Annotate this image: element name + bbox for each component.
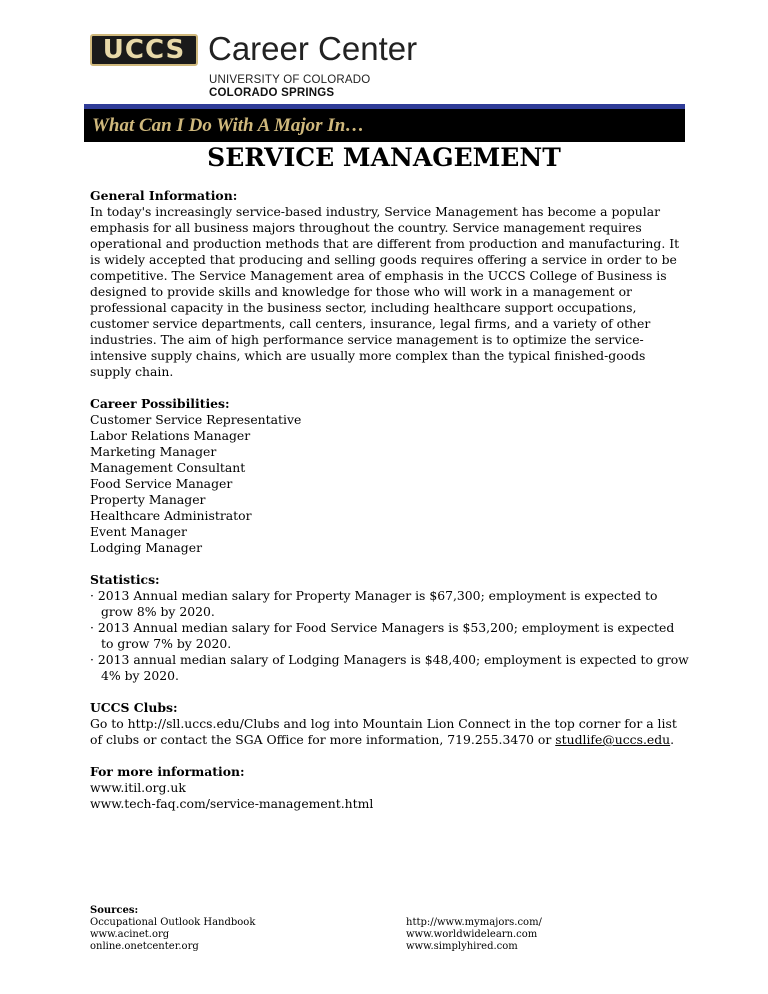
clubs-text [90, 716, 690, 748]
career-item: Healthcare Administrator [90, 508, 252, 523]
brand-title: Career Center [208, 30, 418, 67]
sources-right [406, 917, 542, 953]
section-heading: Career Possibilities: [90, 396, 230, 411]
career-item: Customer Service Representative [90, 412, 302, 427]
more-information-section [90, 764, 690, 812]
career-item: Labor Relations Manager [90, 428, 251, 443]
logo-text: UCCS [102, 35, 186, 65]
section-heading: Statistics: [90, 572, 160, 587]
banner-text: What Can I Do With A Major In… [92, 114, 365, 136]
statistic-item: · 2013 Annual median salary for Property Manager is $67,300; employment is expected to grow 8% by 2020. [90, 588, 658, 619]
source-item: www.simplyhired.com [406, 941, 518, 952]
statistic-item: · 2013 Annual median salary for Food Service Managers is $53,200; employment is expected to grow 7% by 2020. [90, 620, 675, 651]
career-item: Property Manager [90, 492, 206, 507]
uccs-logo-mark [90, 34, 198, 66]
general-information-text: In today's increasingly service-based industry, Service Management has become a popular emphasis for all business majors throughout the country. Service management requires operational and production methods that are different from production and manufacturing. It is widely accepted that producing and selling goods requires offering a service in order to be competitive. The Service Management area of emphasis in the UCCS College of Business is designed to provide skills and knowledge for those who will work in a management or professional capacity in the business sector, including healthcare support occupations, customer service departments, call centers, insurance, legal firms, and a variety of other industries. The aim of high performance service management is to optimize the service-intensive supply chains, which are usually more complex than the typical finished-goods supply chain. [90, 204, 680, 379]
page-title: SERVICE MANAGEMENT [207, 143, 561, 172]
document-body [90, 188, 690, 828]
statistics-section [90, 572, 690, 684]
info-link[interactable]: www.tech-faq.com/service-management.html [90, 796, 374, 811]
career-item: Management Consultant [90, 460, 246, 475]
career-item: Marketing Manager [90, 444, 217, 459]
source-item: www.worldwidelearn.com [406, 929, 538, 940]
email-link[interactable]: studlife@uccs.edu [555, 732, 671, 747]
general-information-section [90, 188, 690, 380]
clubs-text-tail: . [670, 732, 675, 747]
section-heading: UCCS Clubs: [90, 700, 178, 715]
banner [84, 109, 685, 142]
source-item: www.acinet.org [90, 929, 170, 940]
university-line-1: UNIVERSITY OF COLORADO [209, 74, 371, 86]
university-line-2: COLORADO SPRINGS [209, 87, 335, 99]
career-item: Food Service Manager [90, 476, 233, 491]
uccs-clubs-section [90, 700, 690, 748]
section-heading: General Information: [90, 188, 238, 203]
section-heading: For more information: [90, 764, 245, 779]
sources-left [90, 905, 255, 953]
statistic-item: · 2013 annual median salary of Lodging Managers is $48,400; employment is expected to grow 4% by 2020. [90, 652, 689, 683]
source-item: Occupational Outlook Handbook [90, 917, 256, 928]
career-possibilities-section [90, 396, 690, 556]
sources-heading: Sources: [90, 905, 139, 916]
career-item: Lodging Manager [90, 540, 202, 555]
career-item: Event Manager [90, 524, 187, 539]
source-item: online.onetcenter.org [90, 941, 199, 952]
source-item: http://www.mymajors.com/ [406, 917, 542, 928]
clubs-description: Go to http://sll.uccs.edu/Clubs and log into Mountain Lion Connect in the top corner for a list of clubs or contact the SGA Office for more information, 719.255.3470 or [90, 716, 677, 747]
info-link[interactable]: www.itil.org.uk [90, 780, 186, 795]
